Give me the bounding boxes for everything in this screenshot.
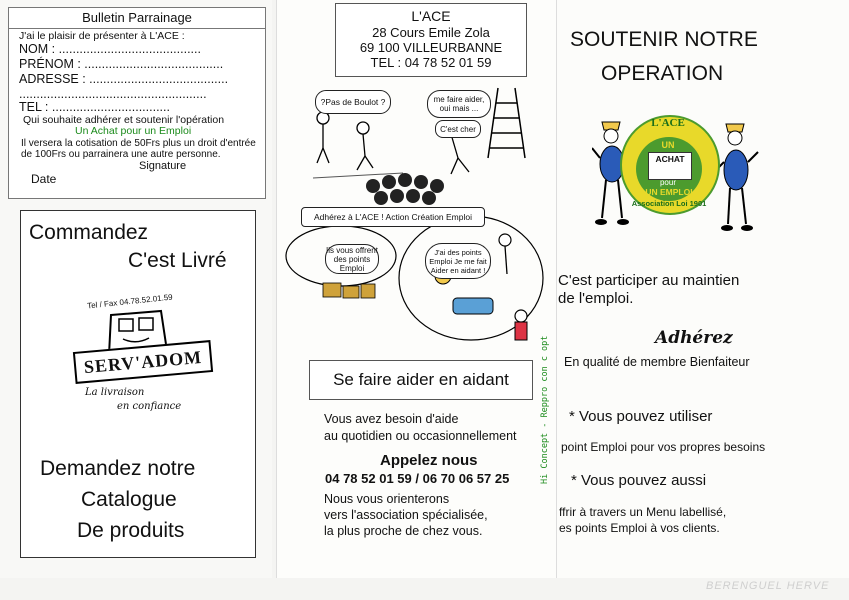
logo-ace-label: L'ACE: [651, 117, 685, 129]
aide-line-3: Nous vous orienterons: [324, 492, 450, 506]
servadom-telfax: Tel / Fax 04.78.52.01.59: [86, 292, 174, 311]
participer-line-2: de l'emploi.: [558, 290, 634, 307]
membre-bienfaiteur: En qualité de membre Bienfaiteur: [564, 355, 750, 369]
bubble-points-emploi: Ils vous offrent des points Emploi: [326, 245, 378, 273]
field-adresse: ADRESSE : ........................................: [19, 72, 229, 86]
logo-association-label: Association Loi 1901: [631, 199, 707, 208]
bulletin-intro: J'ai le plaisir de présenter à L'ACE :: [19, 30, 185, 42]
logo-un-label: UN: [661, 140, 675, 150]
middle-panel: [276, 0, 557, 578]
ace-tel: TEL : 04 78 52 01 59: [370, 55, 492, 70]
vous-pouvez-utiliser: * Vous pouvez utiliser: [569, 408, 713, 425]
appelez-nous: Appelez nous: [380, 452, 478, 469]
right-worker-figure: [716, 120, 760, 236]
bulletin-cotisation-1: Il versera la cotisation de 50Frs plus un droit d'entrée: [21, 138, 256, 149]
watermark-signature: BERENGUEL HERVE: [706, 580, 830, 592]
bulletin-achat: Un Achat pour un Emploi: [75, 125, 192, 137]
logo-achat-label: ACHAT: [648, 152, 692, 180]
servadom-logo: SERV'ADOM: [73, 340, 213, 384]
bulletin-soutenir: Qui souhaite adhérer et soutenir l'opération: [23, 114, 225, 126]
ace-street: 28 Cours Emile Zola: [372, 25, 490, 40]
handwritten-note: Hi Concept - Reppro con c opt: [540, 335, 550, 484]
ace-name: L'ACE: [411, 8, 451, 24]
signature-label: Signature: [139, 160, 187, 172]
aide-title-box: Se faire aider en aidant: [309, 360, 533, 400]
left-panel: [0, 0, 272, 578]
ace-address-box: [335, 3, 527, 77]
aide-line-5: la plus proche de chez vous.: [324, 524, 483, 538]
produits-heading: De produits: [77, 519, 185, 542]
adherez-heading: Adhérez: [655, 328, 733, 348]
phone-numbers: 04 78 52 01 59 / 06 70 06 57 25: [325, 471, 510, 486]
servadom-tagline-1: La livraison: [85, 387, 145, 398]
field-nom: NOM : .........................................: [19, 42, 201, 56]
aide-line-2: au quotidien ou occasionnellement: [324, 429, 517, 443]
aussi-detail-1: ffrir à travers un Menu labellisé,: [559, 505, 727, 519]
utiliser-detail: point Emploi pour vos propres besoins: [561, 440, 766, 454]
logo-emploi-label: UN EMPLOI: [645, 187, 693, 197]
aide-line-4: vers l'association spécialisée,: [324, 508, 488, 522]
commandez-heading: Commandez: [29, 221, 149, 244]
field-adresse-line2: ......................................................: [19, 87, 207, 101]
bubble-pas-de-boulot: ?Pas de Boulot ?: [315, 90, 391, 114]
aide-line-1: Vous avez besoin d'aide: [324, 412, 459, 426]
ace-city: 69 100 VILLEURBANNE: [359, 40, 503, 55]
aussi-detail-2: es points Emploi à vos clients.: [559, 521, 720, 535]
logo-pour-label: pour: [659, 178, 676, 187]
right-panel: [557, 0, 849, 578]
cest-livre-heading: C'est Livré: [128, 249, 227, 272]
bulletin-cotisation-2: de 100Frs ou parrainera une autre personne.: [21, 149, 221, 160]
demandez-heading: Demandez notre: [40, 457, 196, 480]
bubble-me-faire-aider: me faire aider, oui mais ...: [427, 90, 491, 118]
banner-adherez-ace: Adhérez à L'ACE ! Action Création Emploi: [301, 207, 485, 227]
catalogue-heading: Catalogue: [81, 488, 177, 511]
participer-line-1: C'est participer au maintien: [558, 272, 740, 289]
field-tel: TEL : ..................................: [19, 100, 170, 114]
servadom-tagline-2: en confiance: [117, 401, 182, 412]
soutenir-title-1: SOUTENIR NOTRE: [570, 28, 758, 51]
field-prenom: PRÉNOM : ........................................: [19, 57, 224, 71]
date-label: Date: [31, 172, 57, 186]
bulletin-title: Bulletin Parrainage: [9, 10, 265, 29]
soutenir-title-2: OPERATION: [601, 62, 724, 85]
vous-pouvez-aussi: * Vous pouvez aussi: [571, 472, 707, 489]
bubble-aider-en-aidant: J'ai des points Emploi Je me fait Aider en aidant !: [425, 243, 491, 279]
servadom-ad: [20, 210, 256, 558]
bubble-cest-cher: C'est cher: [435, 120, 481, 138]
bulletin-parrainage-form: [8, 7, 266, 199]
